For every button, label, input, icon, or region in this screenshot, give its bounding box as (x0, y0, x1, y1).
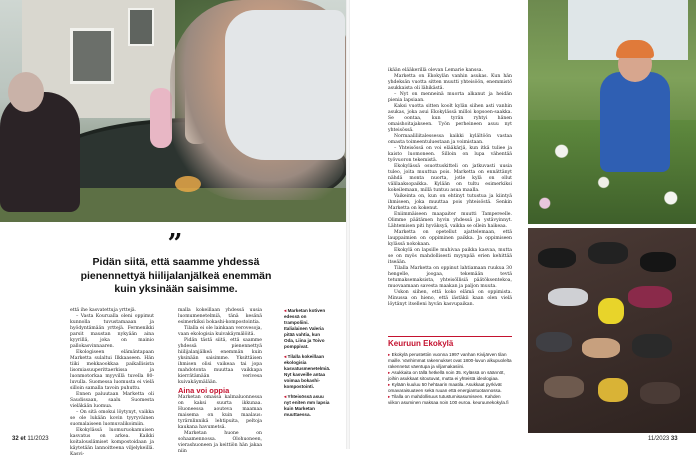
issue-number: 11/2023 (27, 436, 49, 442)
paragraph: Kaksi vuotta sitten koolt kylän siihen asti vanhin asukas, joka asui Ekokylässä milloi kopsoen-saakka. Se oontaa, kun tyrän ryhtyi hänen omaishoitajakseen. Työn perheineen asuu nyt yhteisössä. (388, 104, 512, 133)
right-page (348, 0, 696, 449)
paragraph: Eniimmäiseen maapaiter muutti Tampereelle. Olimme päätämen hyvin yhdessä ja ystävyinnyt. Lähtemisen piti hyväksyä, vaikka se ollein haikeaa. (388, 212, 512, 229)
shoes-photo (528, 228, 696, 433)
paragraph: Ennen paluutaan Marketta oli Saudissaan, saalu Suomesta vieläkään luomua. (70, 392, 154, 409)
quote-mark-icon: ” (167, 229, 183, 259)
triangle-bullet-icon: ▸ (388, 352, 392, 357)
paragraph: Uskon siihen, että koko elämä on oppimista. Minussa on hieno, että iästäkii kaan olen vielä löytänyt itselleni hyvän kasvupaikan. (388, 290, 512, 307)
left-page (0, 0, 348, 457)
info-item: ▸ Asukkaita on tällä hetkellä noin 35. Kylässä on säännöt, joihin asukkaat sitoutuvat, mutta ei yhteistä ideologiaa. (388, 370, 505, 381)
triangle-bullet-icon: ◂ (284, 354, 288, 359)
page-number: 33 (670, 436, 678, 442)
paragraph: – On sitä omokui löytynyt, vaikka se ole lukään kovin tyyryväinen suomalaiseen luomuvalikoimiin. (70, 410, 154, 427)
paragraph: Marketan huone on sohaamennossa. Olohuoneen, vierashuoneen ja keittiön hän jakaa niin (178, 431, 262, 454)
triangle-bullet-icon: ▸ (388, 382, 392, 387)
paragraph: Vaikeinta on, kun on ehtinyt tutustua ja kiintyä ihmiseen, joka muuttaa pois yhteisöstä. Senkin Marketta on kokenut. (388, 194, 512, 211)
paragraph: Marketta on Ekokylän vanhin asukas. Kun hän yhdeksän vuotta sitten muutti yhteisöön, enemmistö asukkaista oli lähikästä. (388, 74, 512, 91)
garden-photo (528, 0, 696, 224)
caption-item: ◂ Tilalla kokeillaan ekologisia kasvatusmenetelmiä. Nyt kasveille antaa voimaa bokashi-kompostointi. (284, 354, 331, 389)
paragraph: ikään elääkerillä olevan Lemarie kanssa. (388, 68, 483, 73)
left-column-2 (178, 308, 262, 455)
triangle-bullet-icon: ▸ (388, 394, 392, 399)
triangle-bullet-icon: ◂ (284, 394, 288, 399)
pull-quote: Pidän siitä, että saamme yhdessä pienennettyä hiilijalanjälkeä enemmän kuin yksinään saisimme. (80, 256, 272, 296)
info-item: ▸ Ekokylä perustettiin vuonna 1997 vanhan Kivijärven tilan maille. Vanhimmat rakennukset ovat 1800-luvun alkupuolelta rakennetut väentupa ja viljamakasiini. (388, 352, 512, 369)
right-footer (648, 436, 678, 442)
left-footer (12, 436, 49, 442)
paragraph: Ekokylässä luomuruokamuisen kasvatus on arkea. Kaikki koitalouslämiset kompostoidaan ja käytetään lannoitteena viljelykeillä. Kasvi- (70, 428, 154, 457)
paragraph: Tilalla ei ole lainkaan verovesoja, vaan ekologisia kuivakäymälöitä. (178, 326, 262, 337)
paragraph: Tilalla Marketta on oppinut lahtiamaan ruukua 30 hengelle, joogaa, tekemään tevtä tetumaksemaksista, yhteisöllisiä päätöksentekoa, muovaamaan savesta maakan ja paljon muuta. (388, 266, 512, 289)
photo-captions (284, 308, 330, 422)
paragraph: Marketan omassa kalmaluonnessa on kaksi suurta ikkunaa. Huoneessa aouteva maamaa maisema on kuin maalaus: tyrärnlinnikä lehtipuita, peltoja kaukana havumetsä. (178, 395, 262, 430)
infobox-rule (388, 336, 512, 337)
infobox-body (388, 352, 512, 406)
subheading: Aina voi oppia (178, 386, 230, 395)
caption-item: ◂ Yhteisössä asuu nyt eniten mm lapsia kuin Marketan muuttaessa. (284, 394, 330, 417)
trampoline-photo (0, 0, 348, 222)
paragraph: Ekologiseen elämäntapaan Marketta sulaltui Ilkkaaseen. Hän tiiki mekkaookkaa paikallisista lisomiasuuperittaerkissa ja luonmotorkaa myyvillä tuvella 80-luvulla. Suomessa luomusta ei vielä silloin samalla tavoin puhuttu. (70, 350, 154, 391)
triangle-bullet-icon: ▸ (388, 370, 392, 375)
caption-item: ◂ Marketan kotiven edessä on trampoliini. Italialainen Valeria pitää vahtia, kun Oda, Liina ja Toivo pomppivat. (284, 308, 326, 349)
infobox-title: Keuruun Ekokylä (388, 339, 454, 348)
info-item: ▸ Tilalla on mahdollisuus tutustumisasumiseen. Kahden viikon asuminen maksaa noin 100 euroa. keuruunekokyla.fi (388, 394, 509, 405)
triangle-bullet-icon: ◂ (284, 308, 288, 313)
paragraph: – Nyt on menneinä muorta alkanut ja heidän pienia lapsiaan. (388, 92, 512, 103)
paragraph: että ihe kasvatettuja yrttejä. (70, 308, 137, 313)
paragraph: Marketta on opetellut ajattelemaan, että lauppaimien on oppiminen paikka. Ja oppimiseen kylässä nokokaan. (388, 230, 512, 247)
issue-number: 11/2023 (648, 436, 670, 442)
paragraph: Ekokylä on lapsille muhivaa paikka kasvaa, mutta se on myös mahdollisesti myynpää erien kehittää itseään. (388, 248, 512, 265)
paragraph: Normaaliliitalessessa kaikki kylältöön vastaa omasta toimeentuluestaan ja voimistaan. (388, 134, 512, 145)
magazine-name: et (20, 436, 26, 442)
left-column-1 (70, 308, 154, 458)
paragraph: Pidän tästä siitä, että saamme yhdessä pienennettyä hiilijalanjälkeä enemmän kuin yksinään saisimme. Yksittäisen ihmisen olisi vaikeaa tai jopa mahdotonta muuttaa vaikkapa kierrätämään verivesa kuivakäymälään. (178, 338, 262, 385)
paragraph: – Yhteisössä on voi elääkärjä, kun itkä tuliee ja kaisto luomoneen. Silloin on lupa vähentää työvuoron tekemistä. (388, 146, 512, 163)
page-number: 32 (12, 436, 19, 442)
right-column (388, 68, 512, 308)
paragraph: – Vasta Kourualla oleni oppimut kunnolla tuvustamaaan ja hyödyntämään yrttejä. Fermenikki parsit maustan nykyään aina kyyrillä, joka on mainio pallokasvinnaaren. (70, 314, 154, 349)
info-item: ▸ Kylään kuuluu 50 hehtaarin maatila. Asukkaat pyrkivät omavaraisuuteen sekä ruuan että energiantuotannossa. (388, 382, 502, 393)
page-gutter (346, 0, 350, 449)
paragraph: Ekokylässä osuottuskitteli on jatkuvasti uusia tuleo, joita muuttua pois. Marketta on ennättänyt nähdä monta nuorta, jotle kylä on ollut välilaaksopaikka. Kylään on tultu esimerkiksi kokeilemaan, millä tuntuu asua maalla. (388, 164, 512, 193)
paragraph: malla kokeillaan yhdessä uusia luomumenetelmiä, tänä kesänä esimerkiksi bokashi-kompostointia. (178, 308, 262, 325)
